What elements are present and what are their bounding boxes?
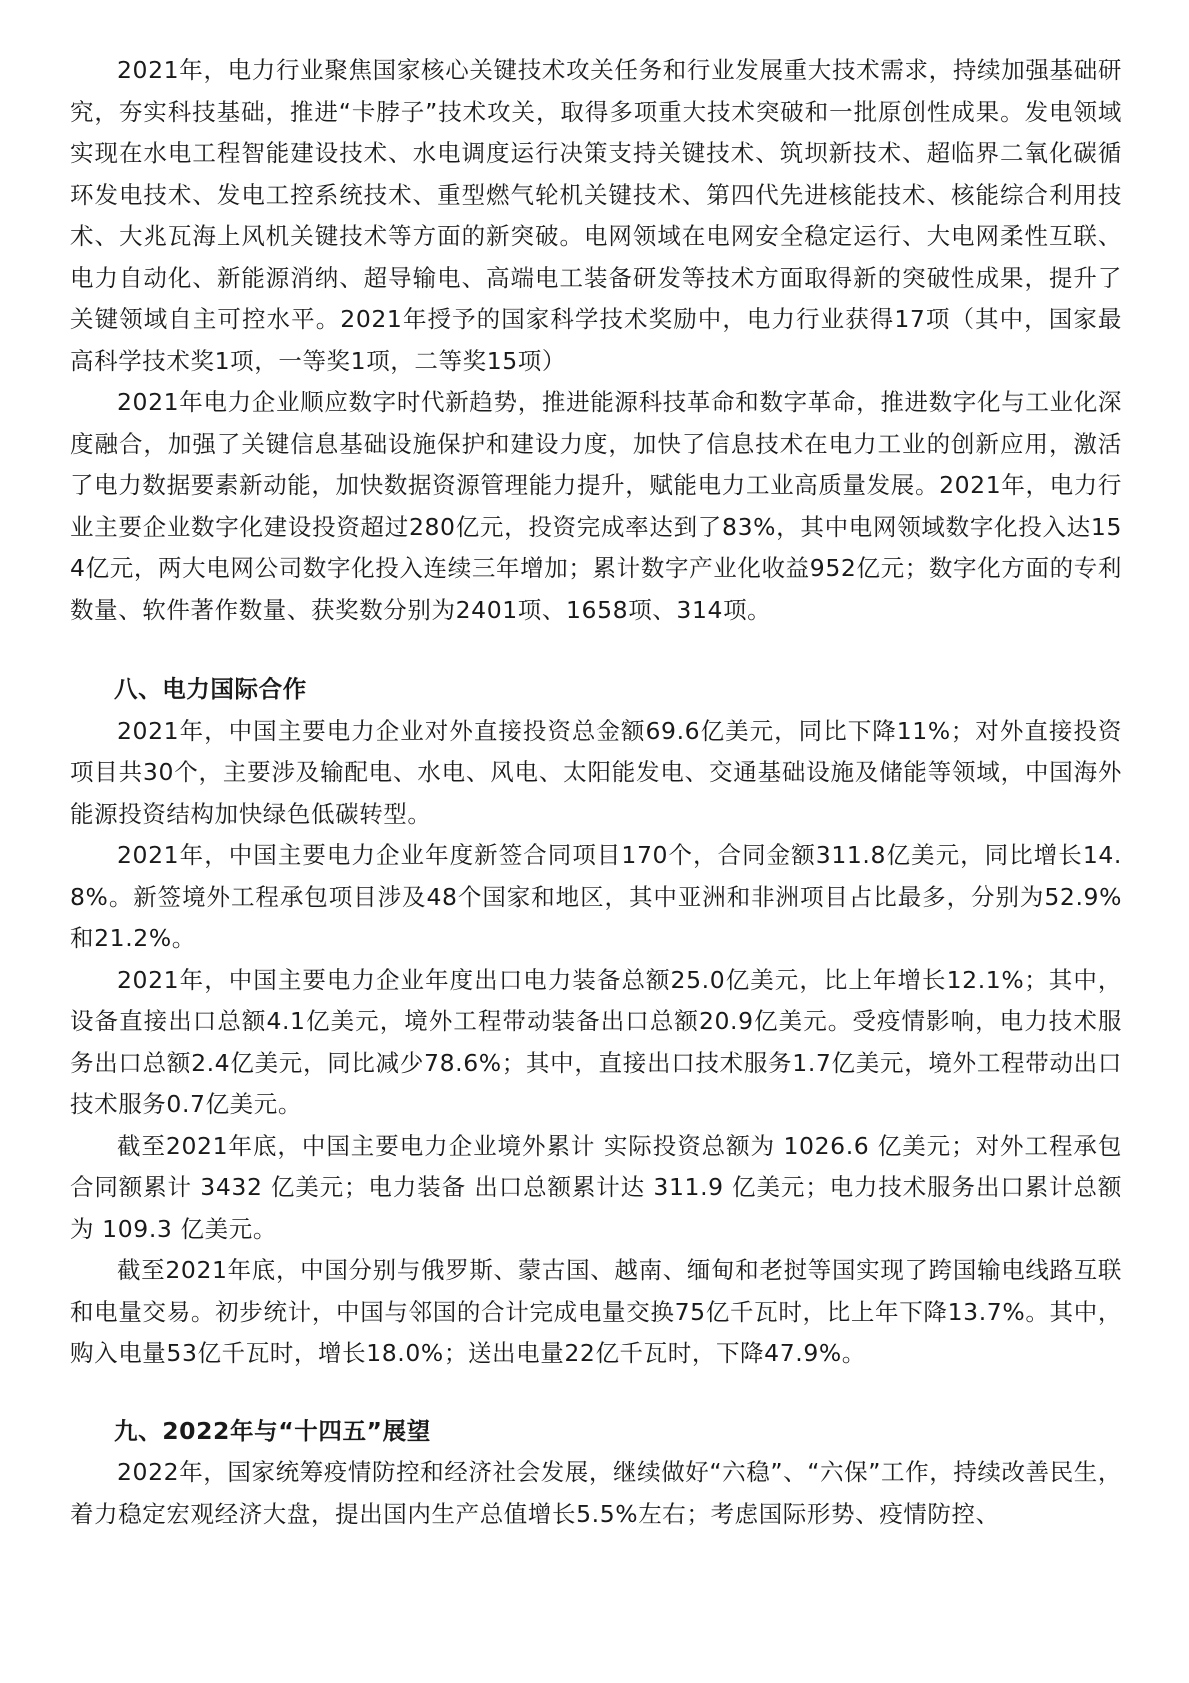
paragraph-new-contracts: 2021年，中国主要电力企业年度新签合同项目170个，合同金额311.8亿美元，同比增长14.8%。新签境外工程承包项目涉及48个国家和地区，其中亚洲和非洲项目占比最多，分别为52.9%和21.2%。: [70, 841, 1122, 952]
document-page: [70, 50, 1122, 1535]
paragraph-outbound-investment: 2021年，中国主要电力企业对外直接投资总金额69.6亿美元，同比下降11%；对外直接投资项目共30个，主要涉及输配电、水电、风电、太阳能发电、交通基础设施及储能等领域，中国海外能源投资结构加快绿色低碳转型。: [70, 716, 1122, 828]
paragraph-outlook-2022: 2022年，国家统筹疫情防控和经济社会发展，继续做好“六稳”、“六保”工作，持续改善民生，着力稳定宏观经济大盘，提出国内生产总值增长5.5%左右；考虑国际形势、疫情防控、: [70, 1458, 1123, 1528]
paragraph-cumulative-totals: 截至2021年底，中国主要电力企业境外累计 实际投资总额为 1026.6 亿美元；对外工程承包合同额累计 3432 亿美元；电力装备 出口总额累计达 311.9 亿美元；电力技术服务出口累计总额为 109.3 亿美元。: [70, 1131, 1122, 1243]
paragraph-digitalization: 2021年电力企业顺应数字时代新趋势，推进能源科技革命和数字革命，推进数字化与工业化深度融合，加强了关键信息基础设施保护和建设力度，加快了信息技术在电力工业的创新应用，激活了电力数据要素新动能，加快数据资源管理能力提升，赋能电力工业高质量发展。2021年，电力行业主要企业数字化建设投资超过280亿元，投资完成率达到了83%，其中电网领域数字化投入达154亿元，两大电网公司数字化投入连续三年增加；累计数字产业化收益952亿元；数字化方面的专利数量、软件著作数量、获奖数分别为2401项、1658项、314项。: [70, 388, 1122, 624]
section-heading-international-cooperation: 八、电力国际合作: [114, 675, 307, 703]
paragraph-tech-innovation: 2021年，电力行业聚焦国家核心关键技术攻关任务和行业发展重大技术需求，持续加强基础研究，夯实科技基础，推进“卡脖子”技术攻关，取得多项重大技术突破和一批原创性成果。发电领域实现在水电工程智能建设技术、水电调度运行决策支持关键技术、筑坝新技术、超临界二氧化碳循环发电技术、发电工控系统技术、重型燃气轮机关键技术、第四代先进核能技术、核能综合利用技术、大兆瓦海上风机关键技术等方面的新突破。电网领域在电网安全稳定运行、大电网柔性互联、电力自动化、新能源消纳、超导输电、高端电工装备研发等技术方面取得新的突破性成果，提升了关键领域自主可控水平。2021年授予的国家科学技术奖励中，电力行业获得17项（其中，国家最高科学技术奖1项，一等奖1项，二等奖15项）: [70, 56, 1122, 375]
paragraph-cross-border-power: 截至2021年底，中国分别与俄罗斯、蒙古国、越南、缅甸和老挝等国实现了跨国输电线路互联和电量交易。初步统计，中国与邻国的合计完成电量交换75亿千瓦时，比上年下降13.7%。其中，购入电量53亿千瓦时，增长18.0%；送出电量22亿千瓦时，下降47.9%。: [70, 1256, 1122, 1367]
section-heading-outlook: 九、2022年与“十四五”展望: [114, 1416, 431, 1445]
paragraph-equipment-export: 2021年，中国主要电力企业年度出口电力装备总额25.0亿美元，比上年增长12.1%；其中，设备直接出口总额4.1亿美元，境外工程带动装备出口总额20.9亿美元。受疫情影响，电力技术服务出口总额2.4亿美元，同比减少78.6%；其中，直接出口技术服务1.7亿美元，境外工程带动出口技术服务0.7亿美元。: [70, 965, 1122, 1118]
